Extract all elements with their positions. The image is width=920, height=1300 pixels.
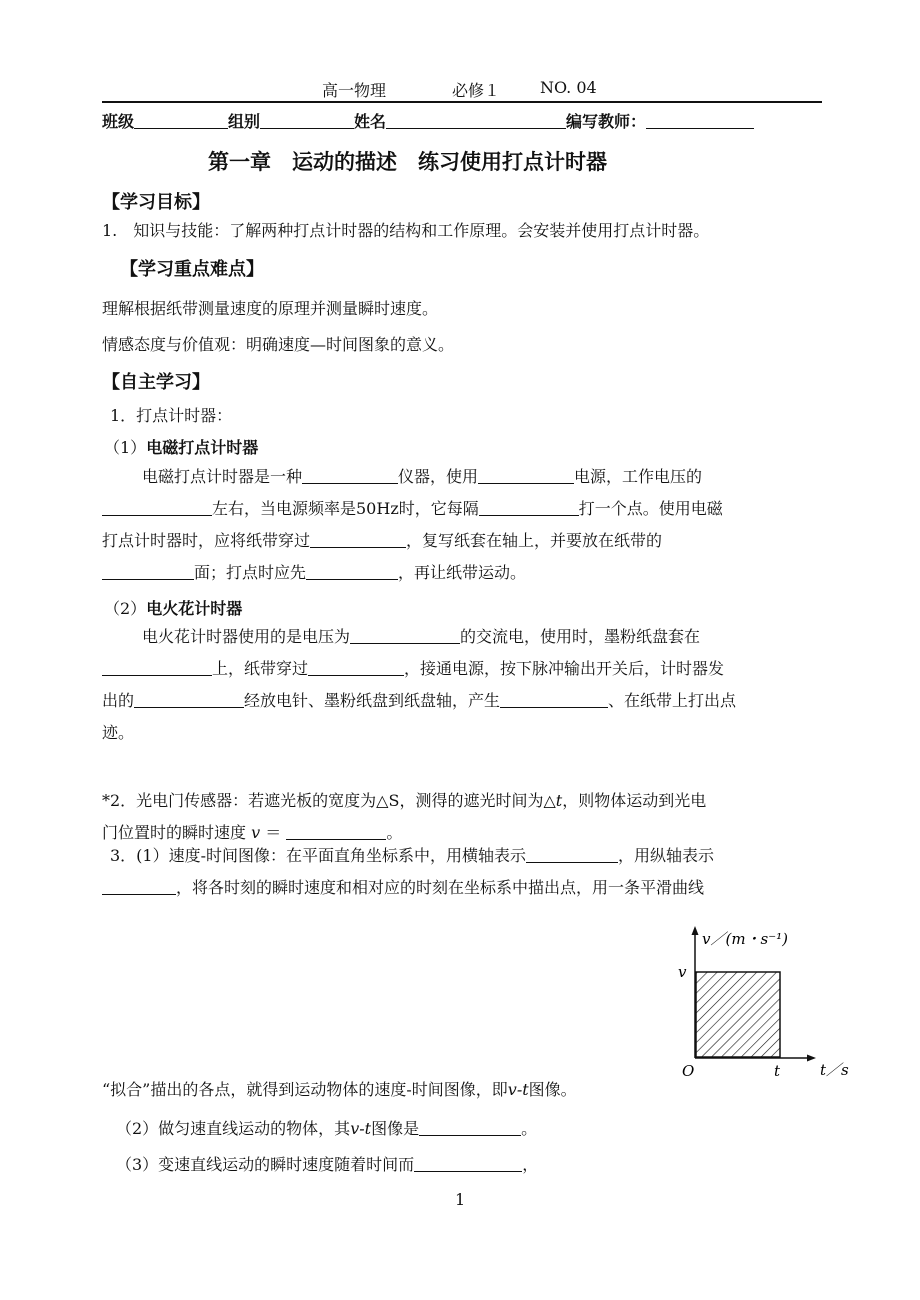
x-tick-t: t: [774, 1062, 781, 1080]
page-number: 1: [455, 1190, 466, 1209]
x-axis-arrow-icon: [807, 1055, 816, 1062]
p1-text-9: ，再让纸带运动。: [398, 563, 527, 582]
q3-text-1: 3．(1）速度-时间图像：在平面直角坐标系中，用横轴表示: [110, 846, 527, 865]
blank-9[interactable]: [102, 659, 212, 676]
q1b-paragraph: [102, 621, 814, 749]
q1b-number: （2）: [104, 599, 147, 618]
p1-text-3: 电源，工作电压的: [574, 467, 703, 486]
q1a-heading: [104, 435, 258, 458]
q3b-vt-symbol: v-t: [350, 1119, 372, 1138]
group-label: 组别: [228, 112, 261, 131]
blank-8[interactable]: [350, 627, 460, 644]
q3-text-4: “拟合”描出的各点，就得到运动物体的速度-时间图像，即: [102, 1080, 508, 1099]
q2-equals: ＝: [265, 823, 282, 842]
blank-16[interactable]: [419, 1119, 521, 1136]
q1a-paragraph: [102, 461, 814, 589]
q1-title: 1．打点计时器：: [110, 406, 233, 425]
teacher-blank: [646, 112, 754, 129]
q2-end: 。: [386, 823, 403, 842]
q3b-end: 。: [521, 1119, 538, 1138]
p1-text-5: 打一个点。使用电磁: [578, 499, 723, 518]
p2-text-5: 出的: [102, 691, 135, 710]
goals-heading: 【学习目标】: [102, 192, 210, 213]
p2-text-3: 上，纸带穿过: [212, 659, 309, 678]
q3b-line: [116, 1116, 537, 1139]
blank-15[interactable]: [102, 878, 176, 895]
q2-text-1: *2．光电门传感器：若遮光板的宽度为△S，测得的遮光时间为△: [102, 791, 556, 810]
p2-text-4: ，接通电源，按下脉冲输出开关后，计时器发: [404, 659, 725, 678]
name-blank: [386, 112, 566, 129]
class-blank: [134, 112, 228, 129]
q3-vt-symbol: v-t: [507, 1080, 529, 1099]
class-label: 班级: [102, 112, 135, 131]
page-title: 第一章 运动的描述 练习使用打点计时器: [208, 150, 607, 174]
displacement-area: [696, 972, 780, 1057]
blank-12[interactable]: [500, 691, 608, 708]
blank-6[interactable]: [102, 563, 194, 580]
keypoints-heading: 【学习重点难点】: [120, 259, 264, 280]
q3c-end: ，: [522, 1155, 539, 1174]
p1-text-1: 电磁打点计时器是一种: [142, 467, 303, 486]
p1-text-4: 左右，当电源频率是50Hz时，它每隔: [212, 499, 479, 518]
selfstudy-heading: 【自主学习】: [102, 372, 210, 393]
blank-7[interactable]: [306, 563, 398, 580]
p2-text-1: 电火花计时器使用的是电压为: [142, 627, 351, 646]
header-book: 必修１: [452, 81, 501, 100]
q2-v-symbol: v: [251, 823, 261, 842]
blank-13[interactable]: [286, 823, 386, 840]
q1b-heading: [104, 596, 242, 619]
keypoints-line-1: 理解根据纸带测量速度的原理并测量瞬时速度。: [102, 299, 439, 318]
vt-graph-figure: [660, 920, 870, 1080]
p1-text-8: 面；打点时应先: [194, 563, 307, 582]
blank-4[interactable]: [479, 499, 579, 516]
blank-14[interactable]: [526, 846, 618, 863]
header-rule: [102, 101, 822, 103]
y-tick-v: v: [678, 963, 687, 981]
p1-text-7: ，复写纸套在轴上，并要放在纸带的: [406, 531, 663, 550]
p2-text-7: 、在纸带上打出点: [608, 691, 737, 710]
p2-text-8: 迹。: [102, 723, 135, 742]
q3-text-5: 图像。: [528, 1080, 577, 1099]
group-blank: [260, 112, 354, 129]
p2-text-6: 经放电针、墨粉纸盘到纸盘轴，产生: [244, 691, 501, 710]
header-number: NO. 04: [540, 78, 597, 97]
blank-1[interactable]: [302, 467, 398, 484]
q1a-number: （1）: [104, 438, 147, 457]
q3-text-2: ，用纵轴表示: [618, 846, 715, 865]
q3b-text-1: （2）做匀速直线运动的物体，其: [116, 1119, 351, 1138]
p2-text-2: 的交流电，使用时，墨粉纸盘套在: [460, 627, 701, 646]
q3-line-4: [102, 1077, 577, 1100]
p1-text-6: 打点计时器时，应将纸带穿过: [102, 531, 311, 550]
name-label: 姓名: [354, 112, 387, 131]
q3c-text-1: （3）变速直线运动的瞬时速度随着时间而: [116, 1155, 415, 1174]
blank-10[interactable]: [308, 659, 404, 676]
blank-2[interactable]: [478, 467, 574, 484]
q3-text-3: ，将各时刻的瞬时速度和相对应的时刻在坐标系中描出点，用一条平滑曲线: [176, 878, 705, 897]
p1-text-2: 仪器，使用: [398, 467, 479, 486]
y-axis-arrow-icon: [692, 926, 699, 935]
origin-label: O: [682, 1062, 695, 1080]
header-subject: 高一物理: [322, 81, 387, 100]
blank-17[interactable]: [414, 1155, 522, 1172]
q2-text-3: 门位置时的瞬时速度: [102, 823, 247, 842]
q2-t-symbol: t: [555, 791, 563, 810]
class-field: [102, 109, 754, 132]
q3c-line: [116, 1152, 538, 1175]
y-axis-label: v／(m・s⁻¹): [702, 930, 789, 948]
q3b-text-2: 图像是: [371, 1119, 420, 1138]
blank-5[interactable]: [310, 531, 406, 548]
teacher-label: 编写教师：: [566, 112, 647, 131]
q1b-title: 电火花计时器: [146, 599, 243, 618]
q2-text-2: ，则物体运动到光电: [562, 791, 707, 810]
q3-paragraph: [102, 840, 814, 904]
blank-11[interactable]: [134, 691, 244, 708]
keypoints-line-2: 情感态度与价值观：明确速度—时间图象的意义。: [102, 335, 455, 354]
goals-item-1: 1. 知识与技能：了解两种打点计时器的结构和工作原理。会安装并使用打点计时器。: [102, 221, 710, 240]
x-axis-label: t／s: [820, 1061, 849, 1079]
q1a-title: 电磁打点计时器: [146, 438, 259, 457]
blank-3[interactable]: [102, 499, 212, 516]
